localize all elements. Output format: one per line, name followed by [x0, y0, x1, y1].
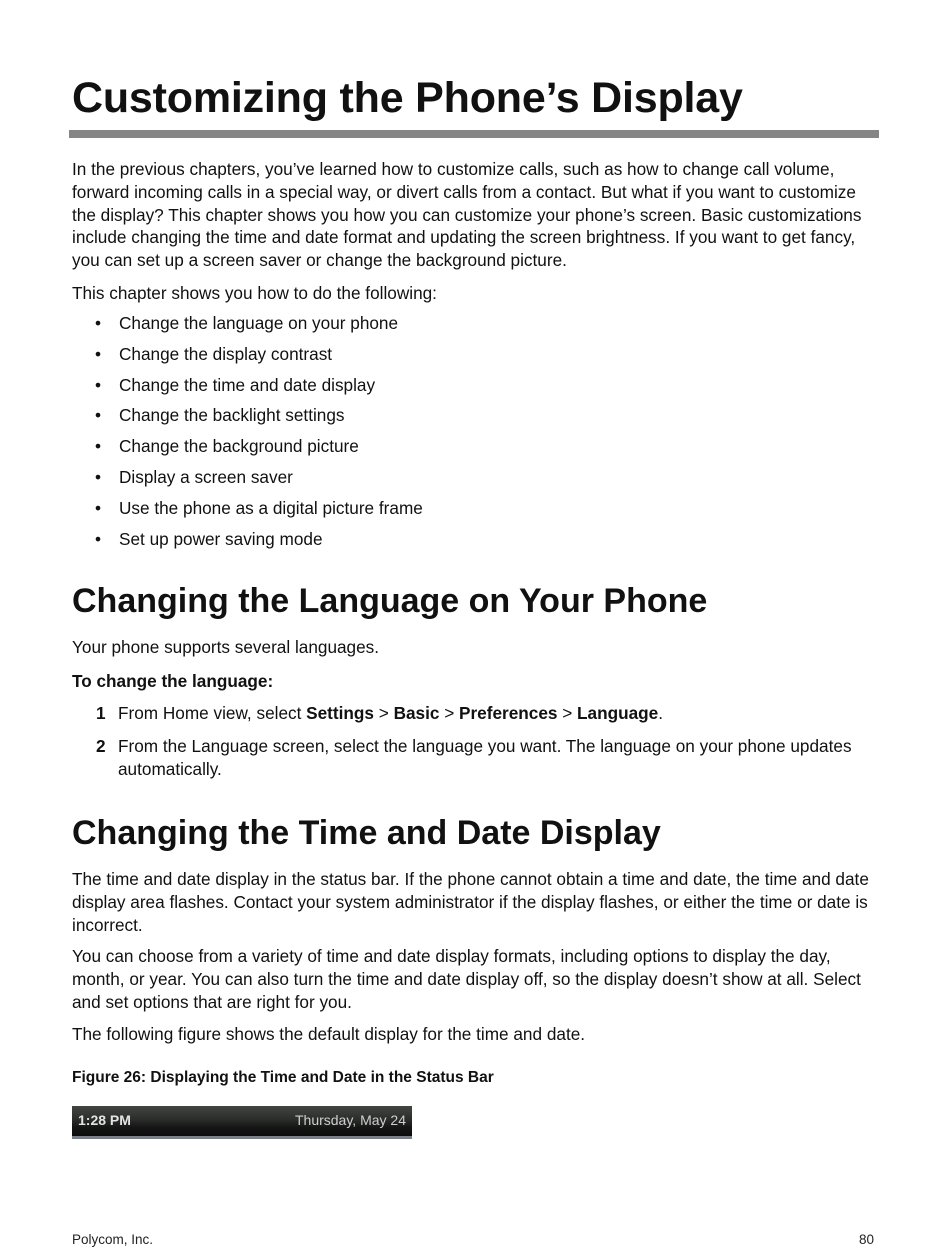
- list-item: [72, 312, 423, 343]
- list-item: [72, 404, 423, 435]
- list-item-text: Change the display contrast: [119, 343, 333, 364]
- step-2: [72, 735, 878, 781]
- status-bar-figure: [72, 1106, 412, 1139]
- topic-list: [72, 312, 423, 558]
- step-text: From Home view, select Settings > Basic > Preferences > Language.: [118, 703, 663, 723]
- list-item: [72, 343, 423, 374]
- menu-path-language: Language: [577, 703, 659, 723]
- footer-company: Polycom, Inc.: [72, 1232, 154, 1247]
- list-item-text: Use the phone as a digital picture frame: [119, 497, 423, 518]
- time-paragraph-3: The following figure shows the default display for the time and date.: [72, 1024, 586, 1044]
- list-item-text: Change the language on your phone: [119, 313, 399, 333]
- bullet-icon: •: [95, 497, 102, 518]
- menu-path-preferences: Preferences: [459, 703, 558, 723]
- bullet-icon: •: [95, 374, 102, 395]
- bullet-icon: •: [95, 528, 102, 549]
- bullet-icon: •: [95, 466, 102, 487]
- list-item: [72, 528, 423, 559]
- status-bar-date: Thursday, May 24: [294, 1112, 406, 1128]
- footer-page-number: 80: [858, 1232, 874, 1247]
- list-item: [72, 374, 423, 405]
- list-item: [72, 466, 423, 497]
- step-text: From the Language screen, select the language you want. The language on your phone updates automatically.: [118, 736, 852, 779]
- list-item-text: Change the background picture: [119, 436, 359, 457]
- language-intro: Your phone supports several languages.: [72, 637, 380, 657]
- figure-caption: Figure 26: Displaying the Time and Date in the Status Bar: [72, 1069, 494, 1086]
- intro-paragraph: In the previous chapters, you’ve learned how to customize calls, such as how to change call volume, forward incoming calls in a special way, or divert calls from a contact. But what if you want to customize the display? This chapter shows you how you can customize your phone’s screen. Basic customizations include changing the time and date format and updating the screen brightness. If you want to get fancy, you can set up a screen saver or change the background picture.: [72, 159, 862, 271]
- step-number: 2: [96, 736, 106, 756]
- list-item-text: Change the time and date display: [119, 374, 376, 395]
- list-item-text: Change the backlight settings: [119, 405, 345, 426]
- status-bar-time: 1:28 PM: [78, 1112, 131, 1128]
- section-heading-language: Changing the Language on Your Phone: [72, 582, 708, 620]
- section-heading-time-date: Changing the Time and Date Display: [72, 814, 661, 852]
- bullet-icon: •: [95, 343, 102, 364]
- procedure-title: To change the language:: [72, 671, 274, 691]
- list-item: [72, 435, 423, 466]
- menu-path-basic: Basic: [393, 703, 440, 723]
- title-divider: [69, 130, 879, 138]
- list-item-text: Display a screen saver: [119, 466, 293, 487]
- step-number: 1: [96, 703, 106, 723]
- list-item: [72, 497, 423, 528]
- bullet-icon: •: [95, 436, 102, 457]
- bullet-icon: •: [95, 405, 102, 426]
- bullet-icon: •: [95, 313, 102, 333]
- page-title: Customizing the Phone’s Display: [72, 74, 743, 122]
- step-1: [72, 702, 878, 725]
- time-paragraph-1: The time and date display in the status bar. If the phone cannot obtain a time and date, the time and date display area flashes. Contact your system administrator if the display flashes, or either the time or date is incorrect.: [72, 869, 869, 935]
- time-paragraph-2: You can choose from a variety of time and date display formats, including options to display the day, month, or year. You can also turn the time and date display off, so the display doesn’t show at all. Select and set options that are right for you.: [72, 946, 861, 1012]
- bullet-lead-in: This chapter shows you how to do the following:: [72, 283, 437, 303]
- menu-path-settings: Settings: [306, 703, 374, 723]
- list-item-text: Set up power saving mode: [119, 528, 323, 549]
